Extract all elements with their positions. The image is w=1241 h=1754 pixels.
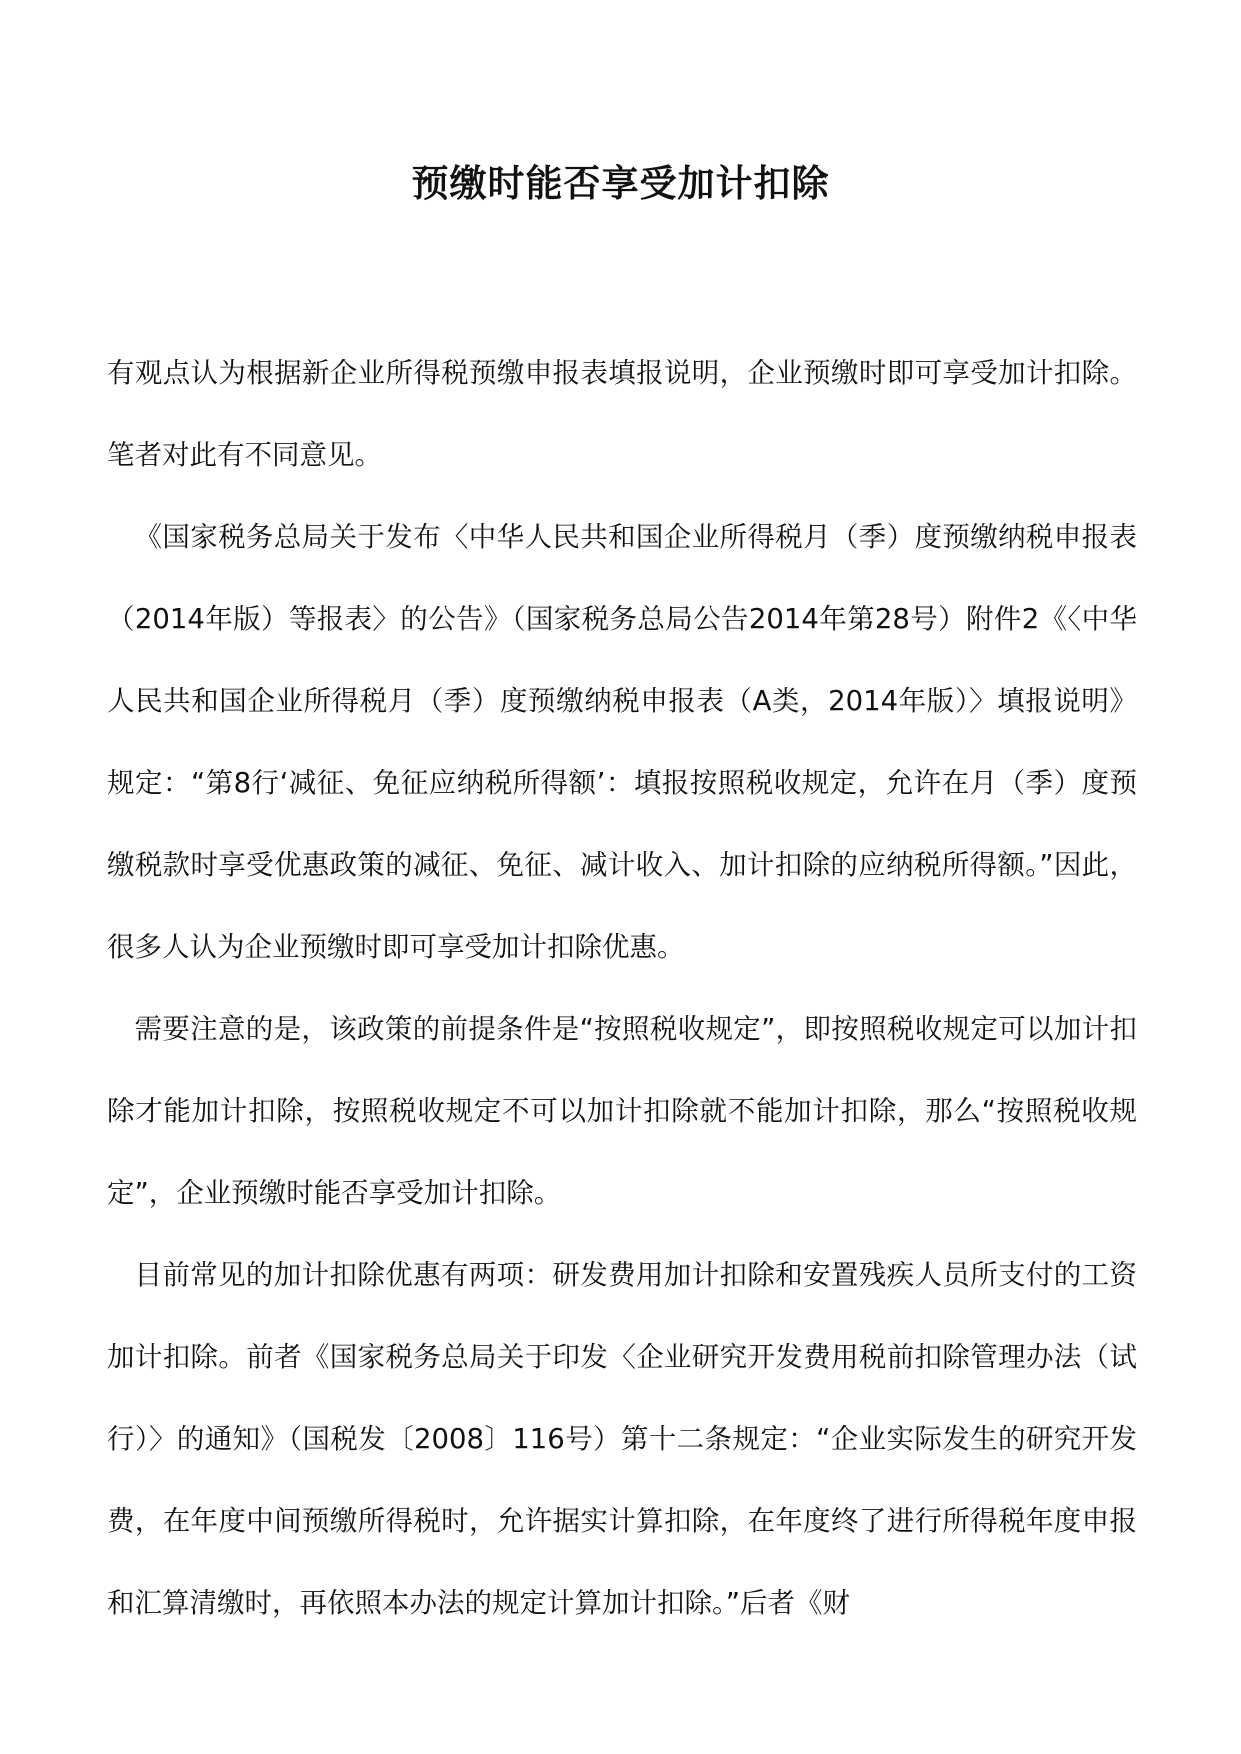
paragraph-3: 需要注意的是，该政策的前提条件是“按照税收规定”，即按照税收规定可以加计扣除才能加计扣除，按照税收规定不可以加计扣除就不能加计扣除，那么“按照税收规定”，企业预缴时能否享受加计扣除。 bbox=[107, 1013, 1137, 1209]
paragraph-1: 有观点认为根据新企业所得税预缴申报表填报说明，企业预缴时即可享受加计扣除。笔者对此有不同意见。 bbox=[107, 357, 1137, 471]
document-body bbox=[107, 332, 1137, 1644]
paragraph-4: 目前常见的加计扣除优惠有两项：研发费用加计扣除和安置残疾人员所支付的工资加计扣除。前者《国家税务总局关于印发〈企业研究开发费用税前扣除管理办法（试行）〉的通知》（国税发〔2008〕116号）第十二条规定：“企业实际发生的研究开发费，在年度中间预缴所得税时，允许据实计算扣除，在年度终了进行所得税年度申报和汇算清缴时，再依照本办法的规定计算加计扣除。”后者《财 bbox=[107, 1259, 1137, 1619]
paragraph-2: 《国家税务总局关于发布〈中华人民共和国企业所得税月（季）度预缴纳税申报表（2014年版）等报表〉的公告》（国家税务总局公告2014年第28号）附件2《〈中华人民共和国企业所得税月（季）度预缴纳税申报表（A类，2014年版）〉填报说明》规定：“第8行‘减征、免征应纳税所得额’：填报按照税收规定，允许在月（季）度预缴税款时享受优惠政策的减征、免征、减计收入、加计扣除的应纳税所得额。”因此，很多人认为企业预缴时即可享受加计扣除优惠。 bbox=[107, 521, 1137, 963]
document-title: 预缴时能否享受加计扣除 bbox=[411, 162, 830, 205]
